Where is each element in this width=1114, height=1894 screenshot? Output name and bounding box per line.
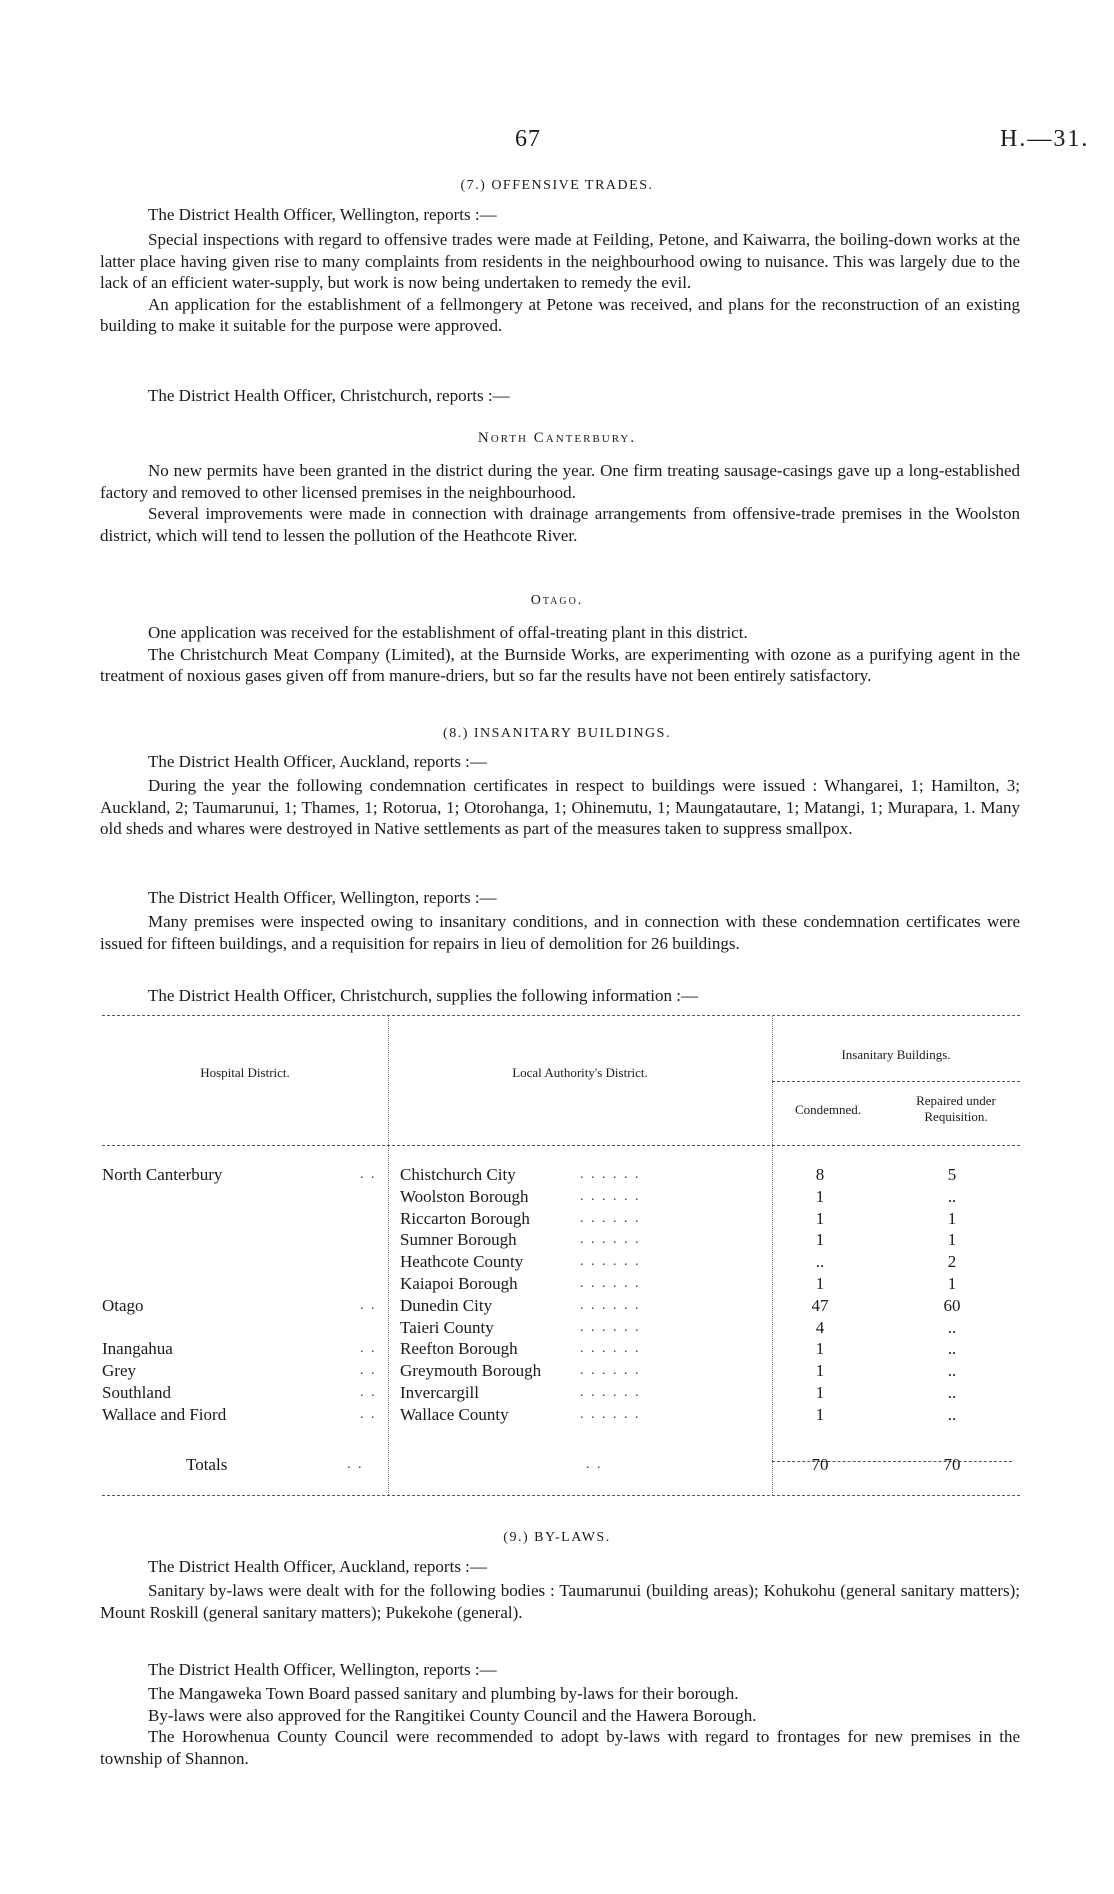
condemned-cell: 8 bbox=[815, 1165, 825, 1184]
repaired-cell: .. bbox=[947, 1404, 957, 1424]
auckland-intro: The District Health Officer, Auckland, reports :— bbox=[148, 1557, 487, 1576]
column-header-repaired: Repaired under Requisition. bbox=[916, 1093, 996, 1124]
repaired-cell: 2 bbox=[947, 1252, 957, 1272]
leader-dots: . . . . . . bbox=[580, 1188, 641, 1204]
insanitary-buildings-table bbox=[102, 1015, 1020, 1496]
insanitary-auckland-body bbox=[100, 775, 1020, 840]
totals-condemned: 70 bbox=[811, 1455, 829, 1474]
leader-dots: . . bbox=[360, 1406, 377, 1422]
subheading-north-canterbury: North Canterbury. bbox=[477, 430, 637, 446]
condemned-cell: 1 bbox=[815, 1208, 825, 1228]
condemned-cell: .. bbox=[815, 1252, 825, 1272]
condemned-cell: 1 bbox=[815, 1339, 825, 1359]
christchurch-intro: The District Health Officer, Christchurch, reports :— bbox=[148, 386, 510, 405]
bylaws-auckland-body bbox=[100, 1580, 1020, 1623]
page-number: 67 bbox=[515, 126, 541, 152]
auckland-intro: The District Health Officer, Auckland, reports :— bbox=[148, 752, 487, 771]
local-authority-cell: Chistchurch City bbox=[400, 1165, 516, 1184]
repaired-cell: 5 bbox=[947, 1165, 957, 1184]
wellington-intro: The District Health Officer, Wellington, reports :— bbox=[148, 888, 497, 907]
hospital-district-cell: Grey bbox=[102, 1361, 136, 1381]
leader-dots: . . . . . . bbox=[580, 1319, 641, 1335]
condemned-cell: 1 bbox=[815, 1404, 825, 1424]
leader-dots: . . . . . . bbox=[580, 1363, 641, 1379]
christchurch-intro: The District Health Officer, Christchurch, supplies the following information :— bbox=[148, 986, 698, 1005]
leader-dots: . . . . . . bbox=[580, 1167, 641, 1182]
paragraph: Sanitary by-laws were dealt with for the following bodies : Taumarunui (building areas); Kohukohu (general sanitary matters); Mount Roskill (general sanitary matters); Pukekohe (general). bbox=[100, 1581, 1020, 1622]
insanitary-wellington-body bbox=[100, 911, 1020, 954]
paragraph: Several improvements were made in connection with drainage arrangements from offensive-trade premises in the Woolston district, which will tend to lessen the pollution of the Heathcote River. bbox=[100, 504, 1020, 545]
paragraph: One application was received for the establishment of offal-treating plant in this district. bbox=[148, 623, 748, 642]
paragraph: The Mangaweka Town Board passed sanitary and plumbing by-laws for their borough. bbox=[148, 1684, 739, 1703]
wellington-intro: The District Health Officer, Wellington, reports :— bbox=[148, 205, 497, 224]
leader-dots: . . bbox=[360, 1363, 377, 1379]
paragraph: The Horowhenua County Council were recommended to adopt by-laws with regard to frontages for new premises in the township of Shannon. bbox=[100, 1727, 1020, 1768]
hospital-district-cell: North Canterbury bbox=[102, 1165, 223, 1184]
leader-dots: . . . . . . bbox=[580, 1341, 641, 1357]
section-heading-by-laws: (9.) BY-LAWS. bbox=[503, 1530, 611, 1545]
north-canterbury-body bbox=[100, 460, 1020, 546]
paragraph: Special inspections with regard to offensive trades were made at Feilding, Petone, and Kaiwarra, the boiling-down works at the latter place having given rise to many complaints from residents in the neighbourhood owing to nuisance. This was largely due to the lack of an efficient water-supply, but work is now being undertaken to remedy the evil. bbox=[100, 230, 1020, 292]
paragraph: No new permits have been granted in the district during the year. One firm treating sausage-casings gave up a long-established factory and removed to other licensed premises in the neighbourhood. bbox=[100, 461, 1020, 502]
leader-dots: . . bbox=[347, 1457, 364, 1472]
condemned-cell: 1 bbox=[815, 1230, 825, 1250]
leader-dots: . . bbox=[360, 1297, 377, 1313]
offensive-wellington-body bbox=[100, 229, 1020, 337]
leader-dots: . . . . . . bbox=[580, 1385, 641, 1400]
local-authority-cell: Riccarton Borough bbox=[400, 1208, 530, 1228]
leader-dots: . . . . . . bbox=[580, 1232, 641, 1248]
leader-dots: . . . . . . bbox=[580, 1254, 641, 1270]
column-divider bbox=[388, 1015, 389, 1495]
otago-body bbox=[100, 622, 1020, 687]
repaired-cell: .. bbox=[947, 1361, 957, 1381]
local-authority-cell: Wallace County bbox=[400, 1404, 509, 1424]
table-top-rule bbox=[102, 1015, 1020, 1016]
local-authority-cell: Greymouth Borough bbox=[400, 1361, 542, 1381]
local-authority-cell: Taieri County bbox=[400, 1317, 494, 1337]
condemned-cell: 4 bbox=[815, 1317, 825, 1337]
column-header-local-authority: Local Authority's District. bbox=[512, 1065, 648, 1080]
condemned-cell: 47 bbox=[811, 1295, 829, 1315]
leader-dots: . . . . . . bbox=[580, 1276, 641, 1291]
leader-dots: . . bbox=[360, 1341, 377, 1357]
subheading-otago: Otago. bbox=[530, 593, 584, 608]
paragraph: Many premises were inspected owing to insanitary conditions, and in connection with these condemnation certificates were issued for fifteen buildings, and a requisition for repairs in lieu of demolition for 26 buildings. bbox=[100, 912, 1020, 953]
leader-dots: . . . . . . bbox=[580, 1210, 641, 1226]
local-authority-cell: Heathcote County bbox=[400, 1252, 524, 1272]
hospital-district-cell: Southland bbox=[102, 1383, 171, 1402]
condemned-cell: 1 bbox=[815, 1186, 825, 1206]
local-authority-cell: Reefton Borough bbox=[400, 1339, 518, 1359]
paragraph: By-laws were also approved for the Rangitikei County Council and the Hawera Borough. bbox=[148, 1705, 757, 1725]
local-authority-cell: Dunedin City bbox=[400, 1295, 493, 1315]
repaired-cell: 1 bbox=[947, 1208, 957, 1228]
local-authority-cell: Sumner Borough bbox=[400, 1230, 517, 1250]
leader-dots: . . bbox=[360, 1167, 377, 1182]
totals-repaired: 70 bbox=[943, 1455, 961, 1474]
column-header-hospital: Hospital District. bbox=[200, 1065, 290, 1080]
table-header-rule bbox=[102, 1145, 1020, 1146]
totals-label: Totals bbox=[186, 1455, 228, 1474]
column-header-condemned: Condemned. bbox=[794, 1102, 862, 1117]
condemned-cell: 1 bbox=[815, 1361, 825, 1381]
wellington-intro: The District Health Officer, Wellington, reports :— bbox=[148, 1660, 497, 1679]
repaired-cell: .. bbox=[947, 1317, 957, 1337]
repaired-cell: 60 bbox=[943, 1295, 961, 1315]
local-authority-cell: Invercargill bbox=[400, 1383, 479, 1402]
column-divider bbox=[772, 1015, 773, 1495]
repaired-cell: .. bbox=[947, 1339, 957, 1359]
repaired-cell: 1 bbox=[947, 1274, 957, 1293]
repaired-cell: 1 bbox=[947, 1230, 957, 1250]
leader-dots: . . . . . . bbox=[580, 1297, 641, 1313]
local-authority-cell: Woolston Borough bbox=[400, 1186, 529, 1206]
column-header-insanitary-group: Insanitary Buildings. bbox=[841, 1047, 951, 1062]
leader-dots: . . bbox=[360, 1385, 377, 1400]
repaired-cell: .. bbox=[947, 1383, 957, 1402]
section-heading-offensive-trades: (7.) OFFENSIVE TRADES. bbox=[460, 178, 654, 193]
leader-dots: . . . . . . bbox=[580, 1406, 641, 1422]
hospital-district-cell: Wallace and Fiord bbox=[102, 1404, 227, 1424]
condemned-cell: 1 bbox=[815, 1274, 825, 1293]
hospital-district-cell: Otago bbox=[102, 1295, 144, 1315]
paragraph: The Christchurch Meat Company (Limited), at the Burnside Works, are experimenting with ozone as a purifying agent in the treatment of noxious gases given off from manure-driers, but so far the results have not been entirely satisfactory. bbox=[100, 644, 1020, 685]
condemned-cell: 1 bbox=[815, 1383, 825, 1402]
paragraph: During the year the following condemnation certificates in respect to buildings were issued : Whangarei, 1; Hamilton, 3; Auckland, 2; Taumarunui, 1; Thames, 1; Rotorua, 1; Otorohanga, 1; Ohinemutu, 1; Maungatautare, 1; Matangi, 1; Murapara, 1. Many old sheds and whares were destroyed in Native settlements as part of the measures taken to suppress smallpox. bbox=[100, 776, 1020, 838]
leader-dots: . . bbox=[586, 1457, 603, 1472]
section-heading-insanitary-buildings: (8.) INSANITARY BUILDINGS. bbox=[443, 726, 671, 741]
paragraph: An application for the establishment of a fellmongery at Petone was received, and plans for the reconstruction of an existing building to make it suitable for the purpose were approved. bbox=[100, 294, 1020, 335]
hospital-district-cell: Inangahua bbox=[102, 1339, 173, 1359]
page-reference: H.—31. bbox=[1000, 126, 1090, 152]
table-bottom-rule bbox=[102, 1495, 1020, 1496]
local-authority-cell: Kaiapoi Borough bbox=[400, 1274, 518, 1293]
repaired-cell: .. bbox=[947, 1186, 957, 1206]
group-header-rule bbox=[772, 1081, 1020, 1082]
bylaws-wellington-body bbox=[100, 1683, 1020, 1769]
